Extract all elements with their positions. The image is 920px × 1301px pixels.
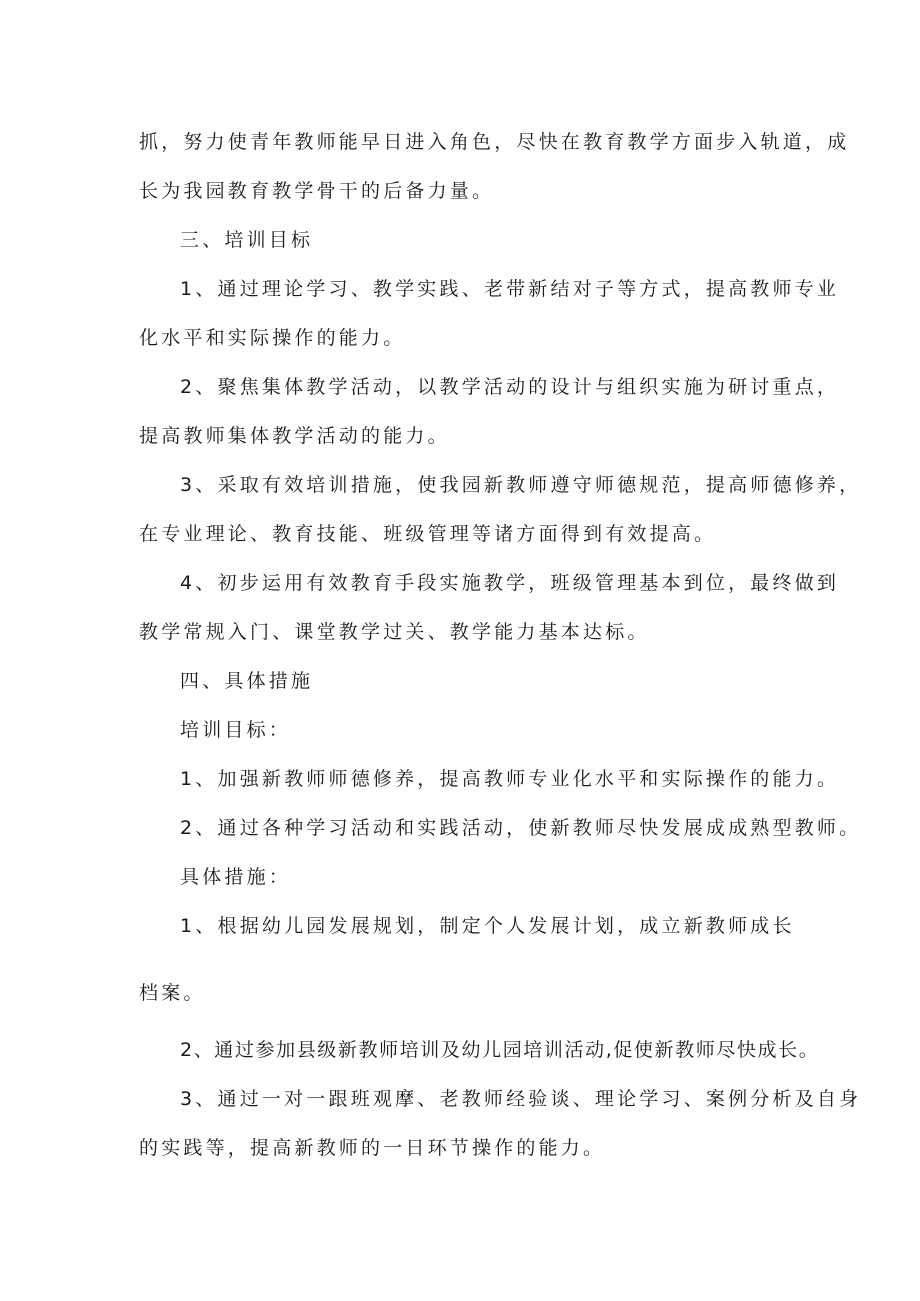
measure-item-3: 3、通过一对一跟班观摩、老教师经验谈、理论学习、案例分析及自身	[180, 1088, 862, 1110]
training-goal-item-2: 2、通过各种学习活动和实践活动，使新教师尽快发展成成熟型教师。	[180, 817, 862, 839]
paragraph-line: 抓，努力使青年教师能早日进入角色，尽快在教育教学方面步入轨道，成	[139, 131, 850, 153]
section-heading-training-goals: 三、培训目标	[180, 229, 314, 251]
paragraph-line: 教学常规入门、课堂教学过关、教学能力基本达标。	[139, 621, 650, 643]
section-heading-measures: 四、具体措施	[180, 670, 314, 692]
goal-item-1: 1、通过理论学习、教学实践、老带新结对子等方式，提高教师专业	[180, 278, 840, 300]
measure-item-1: 1、根据幼儿园发展规划，制定个人发展计划，成立新教师成长	[180, 915, 795, 937]
paragraph-line: 在专业理论、教育技能、班级管理等诸方面得到有效提高。	[139, 523, 717, 545]
goal-item-3: 3、采取有效培训措施，使我园新教师遵守师德规范，提高师德修养，	[180, 474, 862, 496]
goal-item-2: 2、聚焦集体教学活动，以教学活动的设计与组织实施为研讨重点，	[180, 376, 840, 398]
subheading-training-goals: 培训目标：	[180, 719, 292, 741]
paragraph-line: 提高教师集体教学活动的能力。	[139, 425, 450, 447]
paragraph-line: 化水平和实际操作的能力。	[139, 327, 406, 349]
paragraph-line: 档案。	[139, 982, 206, 1004]
measure-item-2: 2、通过参加县级新教师培训及幼儿园培训活动,促使新教师尽快成长。	[180, 1039, 820, 1061]
goal-item-4: 4、初步运用有效教育手段实施教学，班级管理基本到位，最终做到	[180, 572, 840, 594]
training-goal-item-1: 1、加强新教师师德修养，提高教师专业化水平和实际操作的能力。	[180, 768, 840, 790]
paragraph-line: 长为我园教育教学骨干的后备力量。	[139, 180, 495, 202]
paragraph-line: 的实践等，提高新教师的一日环节操作的能力。	[139, 1137, 606, 1159]
subheading-specific-measures: 具体措施：	[180, 866, 292, 888]
